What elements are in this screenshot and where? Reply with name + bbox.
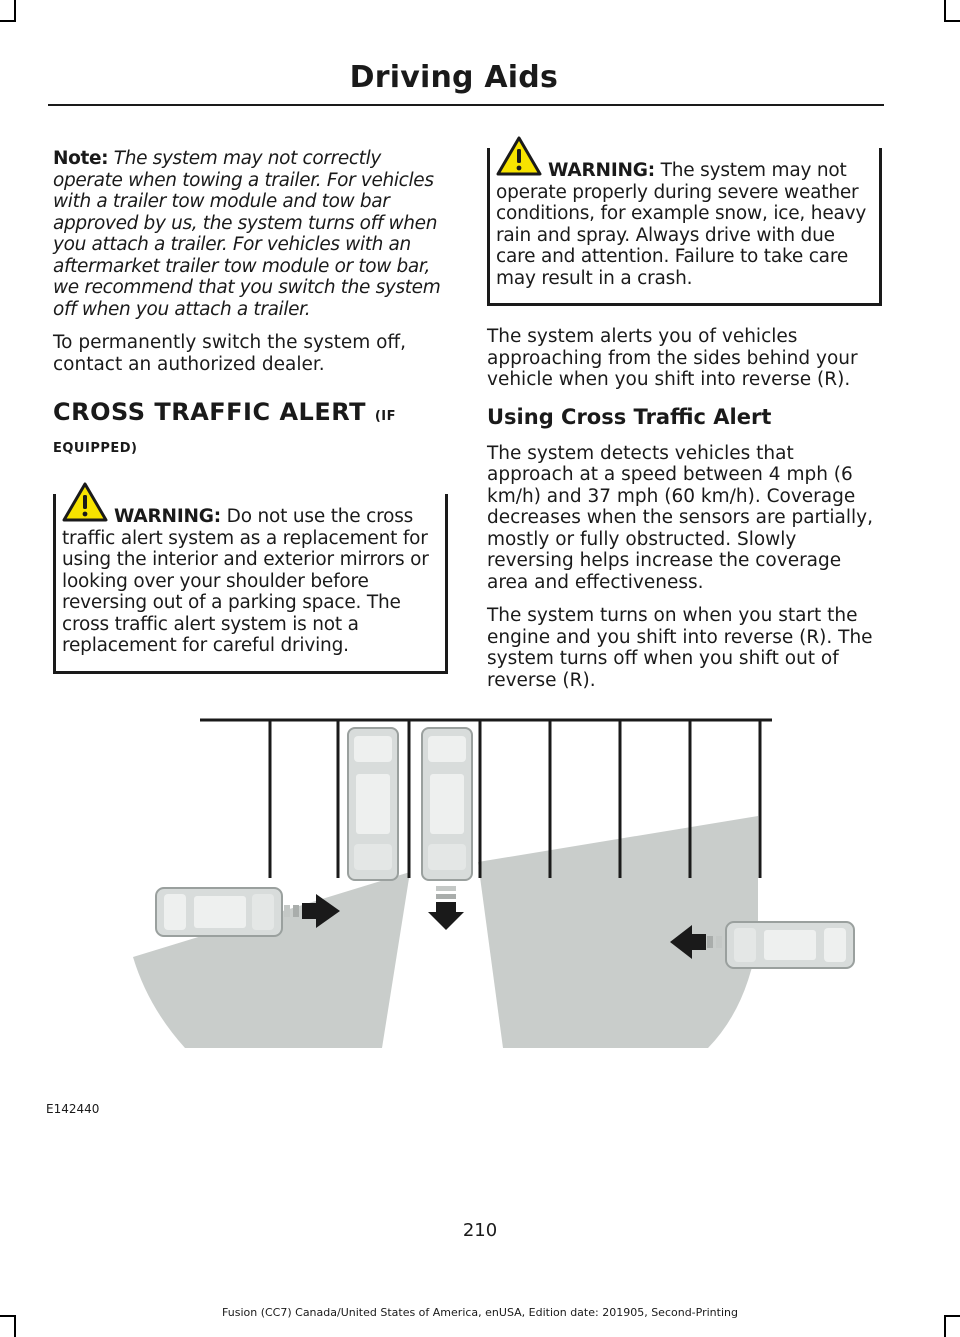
section-heading	[53, 397, 448, 432]
cross-traffic-diagram	[128, 712, 870, 1057]
section-heading-text: CROSS TRAFFIC ALERT	[53, 398, 366, 426]
warning-text: Do not use the cross traffic alert system as a replacement for using the interior and exterior mirrors or looking over your shoulder before reversing out of a parking space. The cross traffic alert system is not a replacement for careful driving.	[62, 506, 429, 656]
coverage-zone-right	[478, 816, 758, 1048]
note-text: The system may not correctly operate when towing a trailer. For vehicles with a trailer tow module and tow bar approved by us, the system turns off when you attach a trailer. For vehicles with an aftermarket trailer tow module or tow bar, we recommend that you switch the system off when you attach a trailer.	[53, 148, 441, 320]
crop-mark	[944, 20, 960, 22]
warning-icon	[62, 482, 108, 522]
approaching-car-left	[156, 888, 282, 936]
figure-id: E142440	[46, 1102, 100, 1116]
dealer-paragraph: To permanently switch the system off, contact an authorized dealer.	[53, 332, 407, 375]
warning-text: The system may not operate properly during severe weather conditions, for example snow, ice, heavy rain and spray. Always drive with due care and attention. Failure to take care may result in a crash.	[496, 160, 867, 289]
warning-box-weather	[487, 148, 882, 306]
crop-mark	[944, 0, 946, 22]
left-column	[53, 148, 448, 674]
warning-icon	[496, 136, 542, 176]
subheading: Using Cross Traffic Alert	[487, 404, 772, 429]
reverse-arrow-icon	[428, 886, 464, 930]
activation-paragraph: The system turns on when you start the engine and you shift into reverse (R). The system turns off when you shift out of reverse (R).	[487, 605, 873, 691]
reversing-car	[422, 728, 472, 880]
note-label: Note:	[53, 148, 109, 169]
page-number: 210	[462, 1220, 498, 1241]
header-rule	[48, 104, 884, 106]
crop-mark	[0, 20, 16, 22]
note-paragraph	[53, 148, 448, 320]
crop-mark	[14, 0, 16, 22]
section-heading-small: (IF	[374, 409, 397, 424]
warning-label: WARNING:	[548, 160, 655, 181]
warning-label: WARNING:	[114, 506, 221, 527]
detection-paragraph: The system detects vehicles that approach at a speed between 4 mph (6 km/h) and 37 mph (60 km/h). Coverage decreases when the sensors are partially, mostly or fully obstructed. Slowly reversing helps increase the coverage area and effectiveness.	[487, 442, 873, 593]
approaching-car-right	[726, 922, 854, 968]
right-column	[487, 148, 882, 703]
alerts-paragraph: The system alerts you of vehicles approaching from the sides behind your vehicle when you shift into reverse (R).	[487, 326, 858, 390]
footer-text: Fusion (CC7) Canada/United States of America, enUSA, Edition date: 201905, Second-Printing	[222, 1306, 738, 1319]
page-title: Driving Aids	[349, 60, 558, 95]
warning-box-mirrors	[53, 494, 448, 674]
parked-car	[348, 728, 398, 880]
section-heading-continuation: EQUIPPED)	[53, 441, 138, 456]
